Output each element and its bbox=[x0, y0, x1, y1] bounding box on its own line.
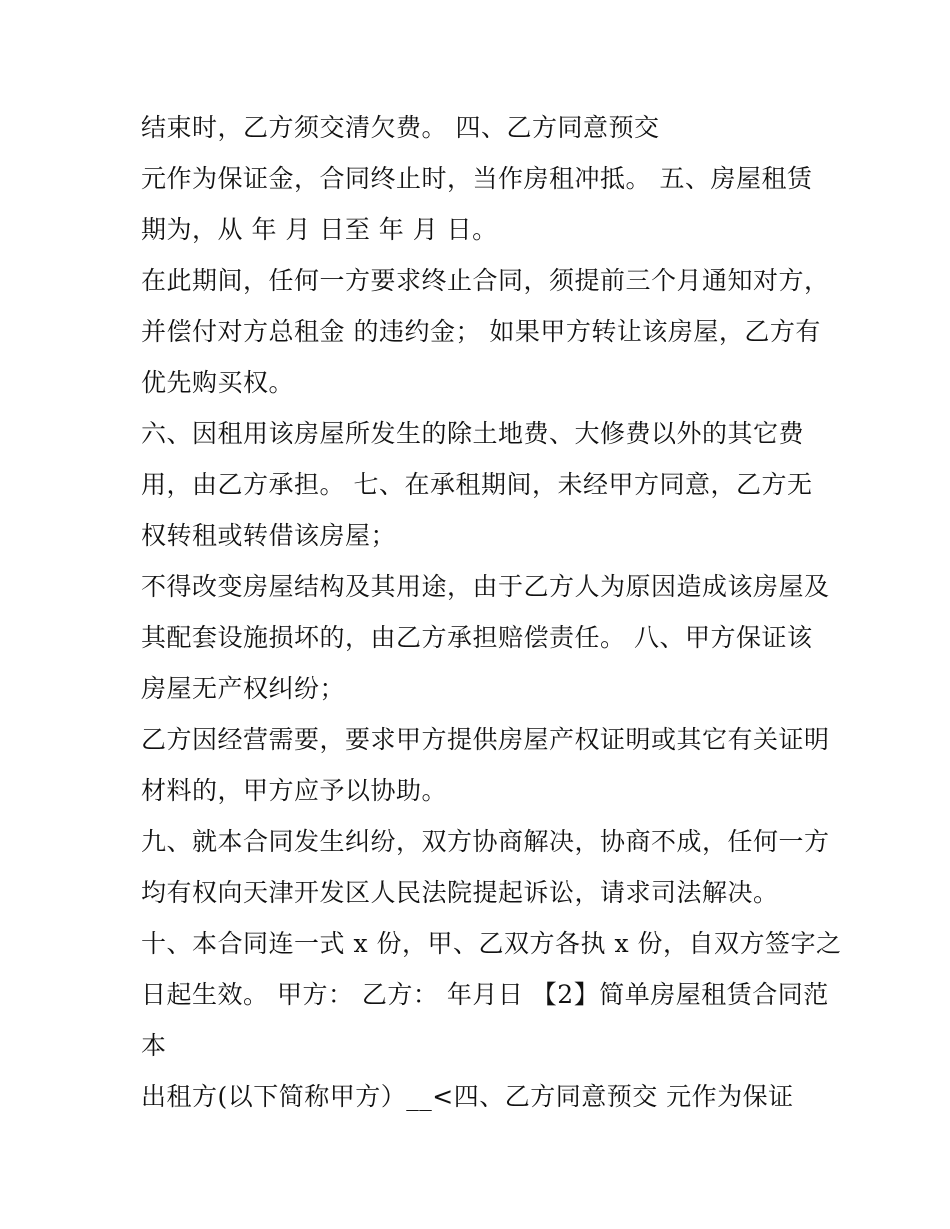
text-line: 并偿付对方总租金 的违约金； 如果甲方转让该房屋，乙方有 bbox=[141, 317, 821, 346]
text-line: 乙方因经营需要，要求甲方提供房屋产权证明或其它有关证明 bbox=[141, 725, 830, 754]
text-line: 出租方(以下简称甲方）__<四、乙方同意预交 元作为保证 bbox=[141, 1082, 794, 1111]
text-line: 本 bbox=[141, 1031, 167, 1060]
text-line: 六、因租用该房屋所发生的除土地费、大修费以外的其它费 bbox=[141, 419, 805, 448]
text-line: 日起生效。 甲方： 乙方： 年月日 【2】简单房屋租赁合同范 bbox=[141, 980, 829, 1009]
text-line: 不得改变房屋结构及其用途，由于乙方人为原因造成该房屋及 bbox=[141, 572, 830, 601]
text-line: 其配套设施损坏的，由乙方承担赔偿责任。 八、甲方保证该 bbox=[141, 623, 813, 652]
text-line: 元作为保证金，合同终止时，当作房租冲抵。 五、房屋租赁 bbox=[141, 164, 813, 193]
text-line: 期为，从 年 月 日至 年 月 日。 bbox=[141, 215, 498, 244]
text-line: 结束时，乙方须交清欠费。 四、乙方同意预交 bbox=[141, 113, 660, 142]
text-line: 九、就本合同发生纠纷，双方协商解决，协商不成，任何一方 bbox=[141, 827, 830, 856]
text-line: 优先购买权。 bbox=[141, 368, 295, 397]
text-line: 均有权向天津开发区人民法院提起诉讼，请求司法解决。 bbox=[141, 878, 779, 907]
text-line: 权转租或转借该房屋； bbox=[141, 521, 397, 550]
text-line: 在此期间，任何一方要求终止合同，须提前三个月通知对方， bbox=[141, 266, 830, 295]
text-line: 房屋无产权纠纷； bbox=[141, 674, 346, 703]
text-line: 十、本合同连一式 x 份，甲、乙双方各执 x 份，自双方签字之 bbox=[141, 929, 842, 958]
text-line: 材料的，甲方应予以协助。 bbox=[141, 776, 448, 805]
text-line: 用，由乙方承担。 七、在承租期间，未经甲方同意，乙方无 bbox=[141, 470, 813, 499]
